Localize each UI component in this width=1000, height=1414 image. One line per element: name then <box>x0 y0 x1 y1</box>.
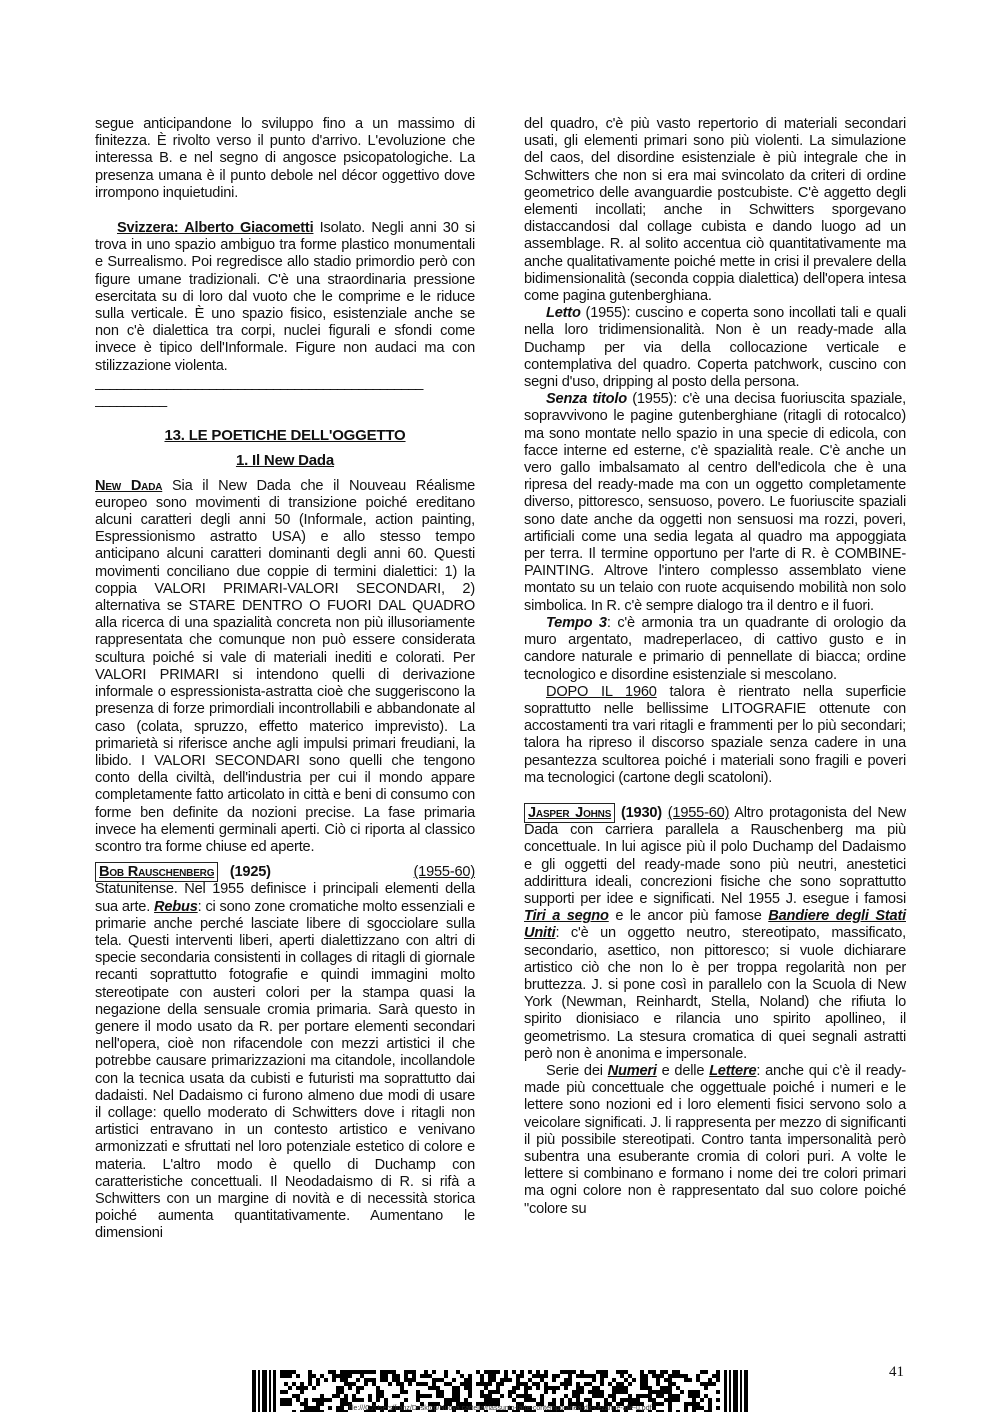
paragraph-letto <box>524 305 906 391</box>
rauschenberg-text-2: : ci sono zone cromatiche molto essenziali e primarie anche perché lasciate libere di sgocciolare sulla tela. Questi interventi liberi, aperti dialettizzano con altri di specie secondaria consistenti in collages di ritagli di giornale recanti soprattutto fotografie e quindi immagini molto stereotipate con austeri colori per la stampa quasi la negazione della sensuale cromia primaria. Sarà questo in genere il modo usato da R. per portare elementi secondari nell'opera, cioè non rifacendole con mezzi artistici il che potrebbe causare primarizzazioni ma citandole, incollandole con la tecnica usata da cubisti e futuristi ma soprattutto dai dadaisti. Nel Dadaismo ci furono almeno due modi di usare il collage: quello moderato di Schwitters dove i ritagli non artistici entravano in un contesto artistico e venivano armonizzati e sfruttati nel loro potenziale estetico di colore e materia. L'altro modo è quello di Duchamp con caratteristiche concettuali. Il Neodadaismo di R. si rifà a Schwitters con un margine di novità e di necessità storica poiché aumenta quantitativamente. Aumentano le dimensioni <box>95 898 475 1242</box>
senza-titolo-text: (1955): c'è una decisa fuoriuscita spaziale, sopravvivono le pagine gutenberghiane (ritagli di rotocalco) ma sono montate nello spazio in una specie di edicola, con facce interne ed esterne, c'è spazialità reale. C'è anche un vero gallo imbalsamato al centro dell'edicola che è una ripresa del ready-made ma con un oggetto completamente diverso, pittoresco, sensuoso, povero. Le fuoriuscite spaziali sono date anche da oggetti non sensuosi ma rozzi, poveri, artificiali come una sedia legata al quadro ma appoggiata per terra. Il termine opportuno per l'arte di R. è COMBINE-PAINTING. Altrove l'intero complesso assemblato viene montato su un telaio con ruote acquisendo mobilità non solo simbolica. In R. c'è sempre dialogo tra il dentro e il fuori. <box>524 391 906 614</box>
new-dada-heading: New Dada <box>95 477 163 494</box>
jasper-johns-name: Jasper Johns <box>524 803 615 823</box>
jasper-johns-text-2: e le ancor più famose <box>608 908 769 925</box>
rauschenberg-header <box>95 864 475 881</box>
right-column <box>524 116 906 1218</box>
letto-text: (1955): cuscino e coperta sono incollati tali e quali nella loro tridimensionalità. Non è un ready-made alla Duchamp per via della collocazione verticale e contemplativa del quadro. Coperta patchwork, cuscino con segni d'uso, dripping al posto della persona. <box>524 305 906 391</box>
dopo-1960-text: talora è rientrato nella superficie soprattutto nelle bellissime LITOGRAFIE ottenute con accostamenti tra vari ritagli e frammenti per lo più secondari; talora ha ripreso il discorso spaziale senza cadere in una pesantezza scultorea poiché i materiali sono fragili e poveri ma tecnologici (cartone degli scatoloni). <box>524 683 907 786</box>
jasper-johns-period: (1955-60) <box>667 804 730 821</box>
rebus-title: Rebus <box>154 898 198 915</box>
paragraph-dopo-1960 <box>524 684 906 787</box>
serie-text-3: : anche qui c'è il ready-made più concettuale che oggettuale poiché i numeri e le lettere sono nozioni ed i loro elementi fisici servono solo a veicolare significati. J. li rappresenta per mezzo di significanti il più possibile stereotipati. Contro tanta impersonalità però subentra una esuberante cromia di colori puri. A volte le lettere si combinano e formano i nome dei tre colori primari ma ogni colore non è rappresentato dal suo colore poiché "colore su <box>524 1062 906 1217</box>
dopo-1960-heading: DOPO IL 1960 <box>546 683 657 700</box>
paragraph-numeri-lettere <box>524 1063 906 1218</box>
paragraph: segue anticipandone lo sviluppo fino a un massimo di finitezza. È rivolto verso il punto d'arrivo. L'evoluzione che interessa B. e nel segno di angosce psicopatologiche. La presenza umana è il punto debole nel décor oggettivo dove irrompono inquietudini. <box>95 116 475 201</box>
numeri-title: Numeri <box>607 1062 657 1079</box>
separator-line: ______________________________________________ <box>95 374 423 391</box>
rauschenberg-year: (1925) <box>229 864 271 881</box>
serie-text-1: Serie dei <box>546 1062 608 1079</box>
paragraph-tempo-3 <box>524 615 906 684</box>
bandiere-title: Bandiere degli Stati Uniti <box>524 908 906 942</box>
tempo-3-title: Tempo 3 <box>546 614 607 631</box>
section-title: 13. LE POETICHE DELL'OGGETTO <box>164 427 406 445</box>
paragraph: del quadro, c'è più vasto repertorio di materiali secondari usati, gli elementi primari sono più violenti. La simulazione del caos, del disordine esistenziale è più integrale che in Schwitters che non si era mai svincolato da criteri di ordine geometrico delle avanguardie postcubiste. C'è aggetto degli elementi incollati; anche in Schwitters sporgevano distaccandosi dal collage cubista e dando luogo ad un assemblage. R. al solito accentua ciò quantitativamente ma anche qualitativamente poiché mette in crisi il prevalere della bidimensionalità (seconda coppia dialettica) dell'opera intesa come pagina gutenberghiana. <box>524 116 906 305</box>
jasper-johns-year: (1930) <box>620 804 662 821</box>
page-number: 41 <box>889 1364 904 1380</box>
rauschenberg-name: Bob Rauschenberg <box>95 862 218 882</box>
tiri-a-segno-title: Tiri a segno <box>524 908 609 925</box>
giacometti-text: Isolato. Negli anni 30 si trova in uno spazio ambiguo tra forme plastico monumentali e Surrealismo. Poi regredisce allo stadio primordio però con figure umane tradizionali. C'è una straordinaria pressione esercitata su di loro dal vuoto che le comprime e le riduce sulla verticale. È uno spazio fisico, esistenziale anche se non c'è dialettica tra corpi, nuclei figurali e sfondi come invece è tipico dell'Informale. Figure non audaci ma con stilizzazione violenta. <box>95 220 475 374</box>
paragraph-jasper-johns <box>524 805 906 1063</box>
file-path-footer: file:///C:/Users/franz/Desktop/Nuova cartella/riassunto-larte-contemporanea-da-cezanne-alle-u.pdf <box>348 1405 652 1412</box>
separator-line-short: __________ <box>95 392 167 409</box>
paragraph-senza-titolo <box>524 391 906 615</box>
letto-title: Letto <box>546 305 581 322</box>
lettere-title: Lettere <box>709 1062 757 1079</box>
rauschenberg-text-1: Statunitense. Nel 1955 definisce i principali elementi della sua arte. <box>95 881 475 915</box>
subsection-title: 1. Il New Dada <box>235 452 335 470</box>
jasper-johns-text-3: : c'è un oggetto neutro, stereotipato, massificato, secondario, asettico, non pittoresco; si vuole dichiarare artistico ciò che non lo è per troppa regolarità non per bruttezza. J. si pone così in parallelo con la Scuola di New York (Newman, Reinhardt, Stella, Noland) che rifiuta lo spirito dionisiaco e rilancia uno spirito apollineo, il geometrismo. La stesura cromatica di quei segnali astratti però non è anonima e impersonale. <box>524 925 906 1062</box>
paragraph-rauschenberg <box>95 881 475 1242</box>
giacometti-heading: Svizzera: Alberto Giacometti <box>117 220 314 237</box>
new-dada-text: Sia il New Dada che il Nouveau Réalisme europeo sono movimenti di transizione poiché ereditano alcuni caratteri degli anni 50 (Informale, action painting, Espressionismo astratto USA) e allo stesso tempo anticipano alcuni caratteri dominanti degli anni 60. Questi movimenti conciliano due coppie di termini dialettici: 1) la coppia VALORI PRIMARI-VALORI SECONDARI, 2) alternativa se STARE DENTRO O FUORI DAL QUADRO alla ricerca di una spazialità concreta non più illusoriamente rappresentata che comunque non può essere considerata scultura poiché si vale di materiali inediti e colorati. Per VALORI PRIMARI si intendono quelli di derivazione informale o espressionista-astratta cioè che suggeriscono la presenza di forze primordiali incontrollabili e abbandonate al caso (colata, spruzzo, effetto materico imprevisto). La primarietà si riferisce anche agli impulsi primari freudiani, la libido. I VALORI SECONDARI sono quelli che tengono conto della civiltà, dell'industria per cui il mondo appare completamente fatto articolato in città e beni di consumo con forme ben definite da nozioni precise. La fase primaria invece ha elementi germinali aperti. Ciò ci riporta al classico scontro tra forme chiuse ed aperte. <box>95 477 475 855</box>
left-column <box>95 116 475 1243</box>
senza-titolo-title: Senza titolo <box>546 391 627 408</box>
rauschenberg-period: (1955-60) <box>413 864 475 881</box>
paragraph-giacometti <box>95 220 475 375</box>
tempo-3-text: : c'è armonia tra un quadrante di orologio da muro argentato, madreperlaceo, di cattivo gusto e in candore naturale e primario di pennellate di biacca; ordine tecnologico e disordine esistenziale si mescolano. <box>524 614 906 683</box>
paragraph-new-dada <box>95 478 475 856</box>
serie-text-2: e delle <box>656 1062 710 1079</box>
jasper-johns-text-1: Altro protagonista del New Dada con carriera parallela a Rauschenberg ma più concettuale. In lui agisce più il polo Duchamp del Dadaismo e gli oggetti del ready-made sono più neutri, anestetici addirittura ideali, concrezioni fisiche che sono soprattutto supporti per idee e significati. Nel 1955 J. esegue i famosi <box>524 804 907 907</box>
